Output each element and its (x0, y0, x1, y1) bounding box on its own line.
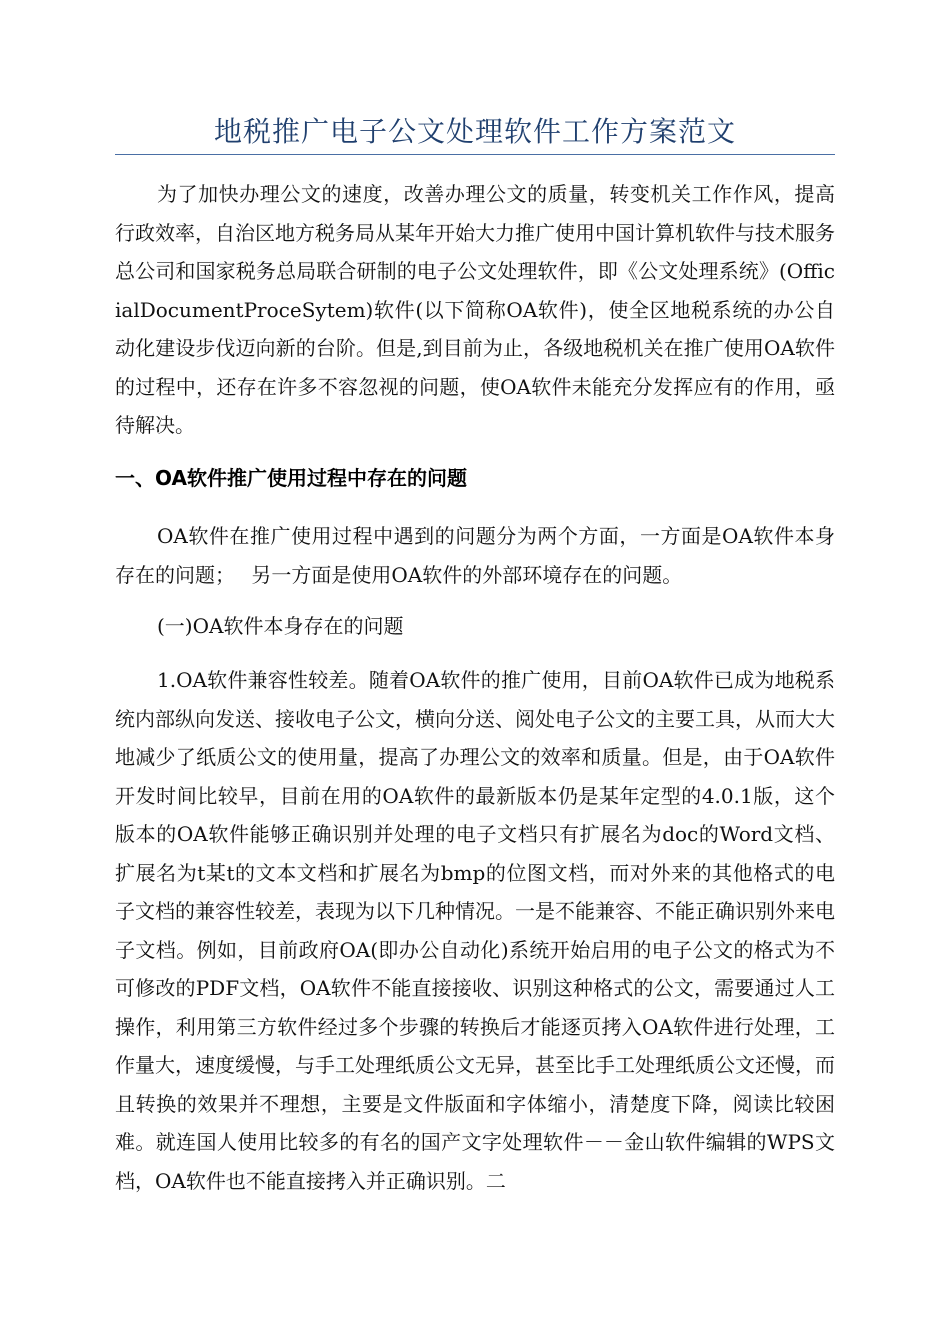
paragraph-text: 1.OA软件兼容性较差。随着OA软件的推广使用，目前OA软件已成为地税系统内部纵向发送、接收电子公文，横向分送、阅处电子公文的主要工具，从而大大地减少了纸质公文的使用量，提高了办理公文的效率和质量。但是，由于OA软件开发时间比较早，目前在用的OA软件的最新版本仍是某年定型的4.0.1版，这个版本的OA软件能够正确识别并处理的电子文档只有扩展名为doc的Word文档、扩展名为t某t的文本文档和扩展名为bmp的位图文档，而对外来的其他格式的电子文档的兼容性较差，表现为以下几种情况。一是不能兼容、不能正确识别外来电子文档。例如，目前政府OA(即办公自动化)系统开始启用的电子公文的格式为不可修改的PDF文档，OA软件不能直接接收、识别这种格式的公文，需要通过人工操作，利用第三方软件经过多个步骤的转换后才能逐页拷入OA软件进行处理，工作量大，速度缓慢，与手工处理纸质公文无异，甚至比手工处理纸质公文还慢，而且转换的效果并不理想，主要是文件版面和字体缩小，清楚度下降，阅读比较困难。就连国人使用比较多的有名的国产文字处理软件－－金山软件编辑的WPS文档，OA软件也不能直接拷入并正确识别。二 (115, 668, 835, 1193)
document-title: 地税推广电子公文处理软件工作方案范文 (213, 115, 736, 148)
paragraph-text: 为了加快办理公文的速度，改善办理公文的质量，转变机关工作作风，提高行政效率，自治区地方税务局从某年开始大力推广使用中国计算机软件与技术服务总公司和国家税务总局联合研制的电子公文处理软件，即《公文处理系统》(OfficialDocumentProceSytem)软件(以下简称OA软件)，使全区地税系统的办公自动化建设步伐迈向新的台阶。但是,到目前为止，各级地税机关在推广使用OA软件的过程中，还存在许多不容忽视的问题，使OA软件未能充分发挥应有的作用，亟待解决。 (115, 182, 835, 437)
paragraph-text: OA软件在推广使用过程中遇到的问题分为两个方面，一方面是OA软件本身存在的问题； 另一方面是使用OA软件的外部环境存在的问题。 (115, 524, 835, 587)
section-heading: 一、OA软件推广使用过程中存在的问题 (115, 466, 467, 490)
paragraph-intro (115, 175, 835, 445)
paragraph-overview (115, 517, 835, 594)
paragraph-compatibility (115, 661, 835, 1200)
subsection-title: (一)OA软件本身存在的问题 (157, 614, 404, 638)
subsection-heading (115, 607, 835, 646)
title-underline (115, 154, 835, 155)
